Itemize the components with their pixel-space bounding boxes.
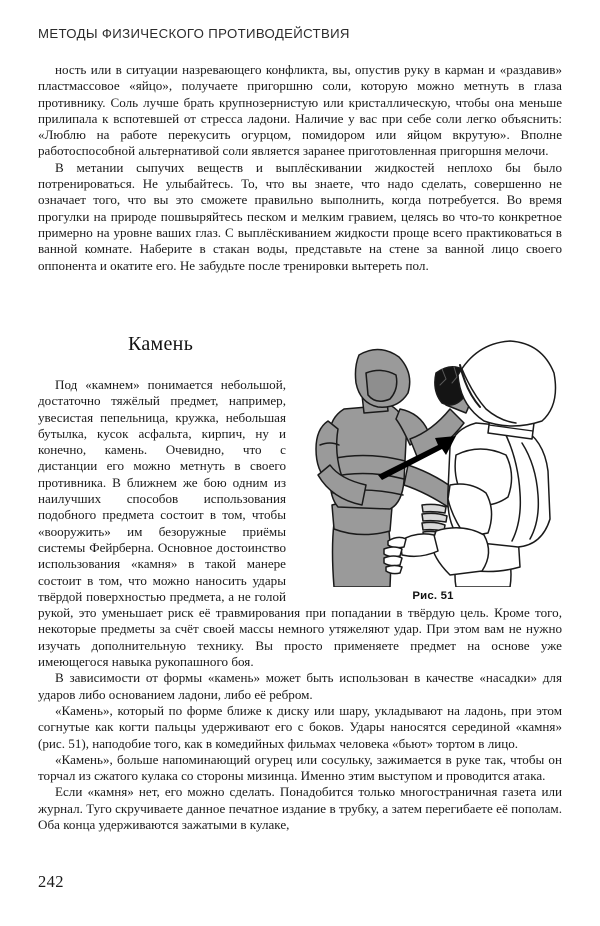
section-paragraph-1: Под «камнем» понимается небольшой, достаточно тяжёлый предмет, например, увесистая пепельница, кружка, небольшая бутылка, кусок асфальта, кирпич, ну и конечно, камень. Очевидно, что с дистанции его можно метнуть в своего противника. В ближнем же бою одним из наилучших способов использования подобного предмета состоит в том, чтобы «вооружить» им безоружные приёмы системы Фейрберна. Основное достоинство использования «камня» в такой манере состоит в том, что можно наносить удары твёрдой поверхностью предмета, а не голой рукой, это уменьшает риск её травмирования при попадании в твёрдую цель. Кроме того, некоторые предметы за счёт своей массы немного утяжеляют удар. При этом вам не нужно изучать дополнительную технику. Вы просто применяете предмет на основе уже имеющегося навыка рукопашного боя.: [38, 377, 562, 670]
paragraph-1: ность или в ситуации назревающего конфликта, вы, опустив руку в карман и «раздавив» пластмассовое «яйцо», получаете пригоршню соли, которую можно метнуть в глаза противнику. Соль лучше брать крупнозернистую или кристаллическую, чтобы она меньше прилипала к вспотевшей от стресса ладони. Наличие у вас при себе соли легко объяснить: «Люблю на работе перекусить огурцом, помидором или яйцом вкрутую». Вполне работоспособной альтернативой соли является заранее приготовленная пригоршня мелочи.: [38, 62, 562, 159]
page-number: 242: [38, 872, 64, 891]
running-head: МЕТОДЫ ФИЗИЧЕСКОГО ПРОТИВОДЕЙСТВИЯ: [38, 26, 350, 41]
figure-caption: Рис. 51: [412, 590, 454, 602]
body-text-block: [38, 62, 562, 274]
section-paragraph-2: В зависимости от формы «камень» может быть использован в качестве «насадки» для ударов либо основанием ладони, либо её ребром.: [38, 670, 562, 702]
section-heading-kamen: Камень: [128, 333, 194, 355]
section-paragraph-3: «Камень», который по форме ближе к диску или шару, укладывают на ладонь, при этом согнутые как когти пальцы удерживают его с боков. Удары наносятся серединой «камня» (рис. 51), наподобие того, как в комедийных фильмах человека «бьют» тортом в лицо.: [38, 702, 562, 751]
section-paragraph-5: Если «камня» нет, его можно сделать. Понадобится только многостраничная газета или журнал. Туго скручиваете данное печатное издание в трубку, а затем перегибаете её пополам. Оба конца удерживаются зажатыми в кулаке,: [38, 784, 562, 833]
section-body-with-figure: [38, 377, 562, 833]
figure-51-illustration: [304, 335, 562, 587]
paragraph-2: В метании сыпучих веществ и выплёскивании жидкостей неплохо бы было потренироваться. Не улыбайтесь. То, что вы знаете, что надо сделать, совершенно не означает того, что вы это сможете правильно выполнить, когда потребуется. Во время прогулки на природе пошвыряйтесь песком и мелким гравием, целясь во что-то конкретное примерно на уровне ваших глаз. С выплёскиванием жидкости проще всего практиковаться в ванной комнате. Наберите в стакан воды, представьте на стене за ванной лицо своего оппонента и окатите его. Не забудьте после тренировки вытереть пол.: [38, 159, 562, 273]
figure-51: [304, 335, 562, 602]
section-paragraph-4: «Камень», больше напоминающий огурец или сосульку, зажимается в руке так, чтобы он торчал из сжатого кулака со стороны мизинца. Именно этим выступом и проводится атака.: [38, 751, 562, 784]
